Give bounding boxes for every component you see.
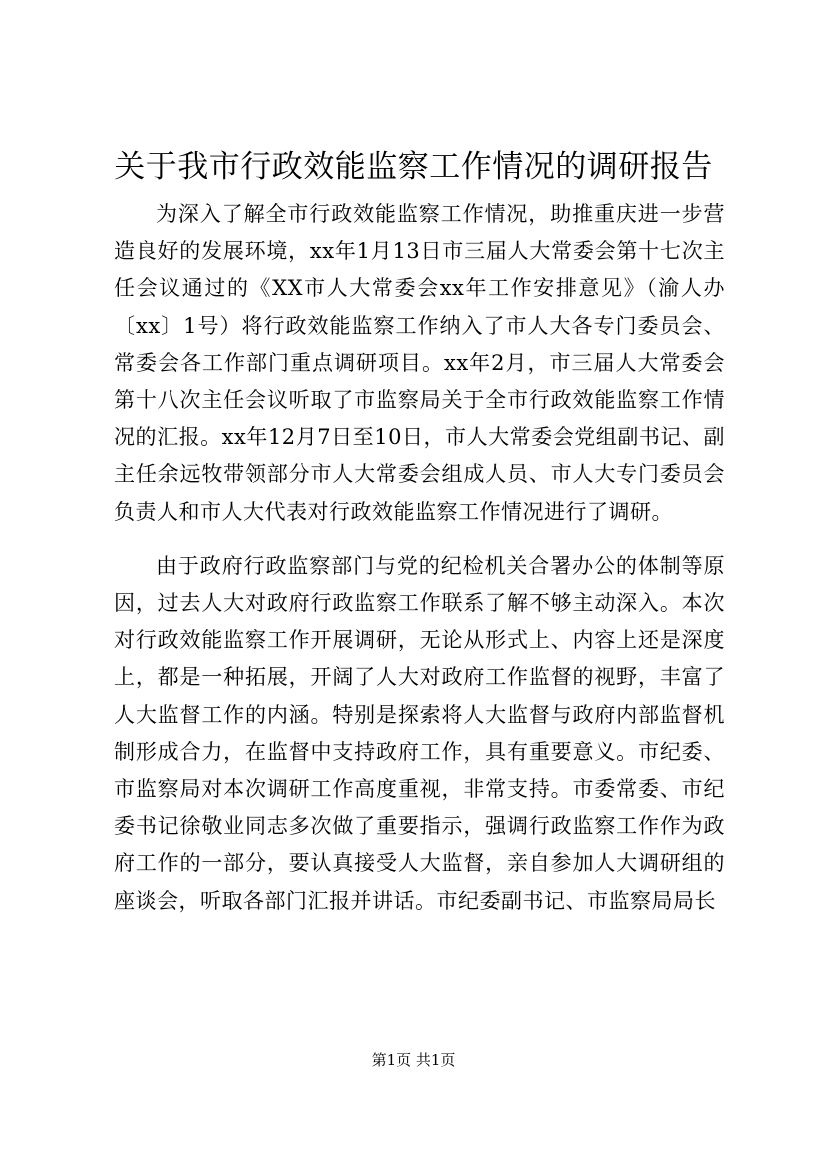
document-title: 关于我市行政效能监察工作情况的调研报告: [114, 149, 713, 185]
page-number-footer: 第1页 共1页: [371, 1051, 456, 1069]
document-body: [114, 196, 725, 920]
paragraph: 为深入了解全市行政效能监察工作情况，助推重庆进一步营造良好的发展环境，xx年1月13日市三届人大常委会第十七次主任会议通过的《XX市人大常委会xx年工作安排意见》（渝人办〔xx〕1号）将行政效能监察工作纳入了市人大各专门委员会、常委会各工作部门重点调研项目。xx年2月，市三届人大常委会第十八次主任会议听取了市监察局关于全市行政效能监察工作情况的汇报。xx年12月7日至10日，市人大常委会党组副书记、副主任余远牧带领部分市人大常委会组成人员、市人大专门委员会负责人和市人大代表对行政效能监察工作情况进行了调研。: [114, 202, 725, 524]
paragraph: 由于政府行政监察部门与党的纪检机关合署办公的体制等原因，过去人大对政府行政监察工作联系了解不够主动深入。本次对行政效能监察工作开展调研，无论从形式上、内容上还是深度上，都是一种拓展，开阔了人大对政府工作监督的视野，丰富了人大监督工作的内涵。特别是探索将人大监督与政府内部监督机制形成合力，在监督中支持政府工作，具有重要意义。市纪委、市监察局对本次调研工作高度重视，非常支持。市委常委、市纪委书记徐敬业同志多次做了重要指示，强调行政监察工作作为政府工作的一部分，要认真接受人大监督，亲自参加人大调研组的座谈会，听取各部门汇报并讲话。市纪委副书记、市监察局局长: [114, 553, 725, 913]
